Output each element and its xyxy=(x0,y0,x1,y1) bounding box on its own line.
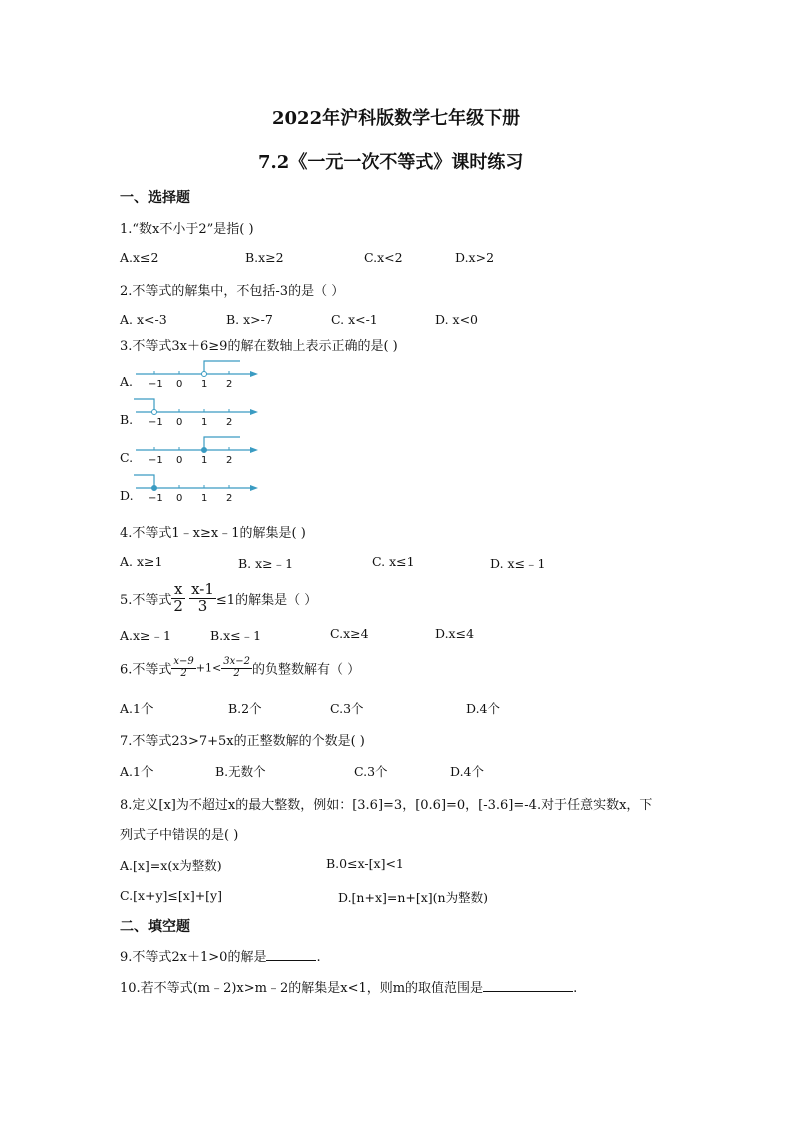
q3a-tick-label: −1 xyxy=(148,379,163,390)
q3c-tick-label: 1 xyxy=(201,455,208,466)
q6-frac2-num: 3x−2 xyxy=(223,656,250,667)
q1-option-a: A.x≤2 xyxy=(120,250,159,265)
q5-option-b: B.x≤﹣1 xyxy=(210,628,262,643)
q6-fraction-2 xyxy=(221,657,252,679)
q3c-tick-label: 2 xyxy=(226,455,233,466)
q5-suffix: ≤1的解集是（ ） xyxy=(215,592,318,608)
q7-option-a: A.1个 xyxy=(120,764,154,779)
q1-option-d: D.x>2 xyxy=(455,250,495,265)
q6-frac1-num: x−9 xyxy=(173,656,194,667)
q10-prefix: 10.若不等式(m﹣2)x>m﹣2的解集是x<1，则m的取值范围是 xyxy=(120,981,484,996)
q9-suffix: . xyxy=(316,950,321,965)
question-4: 4.不等式1﹣x≥x﹣1的解集是( ) xyxy=(120,526,306,541)
question-9 xyxy=(120,946,321,965)
q6-option-b: B.2个 xyxy=(228,701,262,716)
q3-option-c: C. xyxy=(120,450,134,465)
q6-middle: +1< xyxy=(195,661,222,675)
q2-option-b: B. x>-7 xyxy=(226,312,273,327)
q5-prefix: 5.不等式 xyxy=(120,592,172,608)
q5-frac1-num: x xyxy=(171,582,185,599)
question-2: 2.不等式的解集中，不包括-3的是（ ） xyxy=(120,284,345,299)
q4-option-d: D. x≤﹣1 xyxy=(490,556,546,571)
q3b-tick-label: 2 xyxy=(226,417,233,428)
page-subtitle: 7.2《一元一次不等式》课时练习 xyxy=(258,152,524,173)
q6-prefix: 6.不等式 xyxy=(120,662,172,678)
q3c-tick-label: 0 xyxy=(176,455,183,466)
q5-frac2-den: 3 xyxy=(197,596,208,615)
q3-option-a: A. xyxy=(120,374,134,389)
q3a-tick-label: 0 xyxy=(176,379,183,390)
q10-answer-blank[interactable] xyxy=(483,978,573,992)
q6-fraction-1 xyxy=(171,657,195,679)
q9-answer-blank[interactable] xyxy=(266,947,316,961)
q3b-tick-label: 0 xyxy=(176,417,183,428)
q6-option-d: D.4个 xyxy=(466,701,501,716)
section-heading-fill: 二、填空题 xyxy=(120,919,190,935)
q4-option-b: B. x≥﹣1 xyxy=(238,556,294,571)
q3d-tick-label: 0 xyxy=(176,493,183,504)
section-heading-choice: 一、选择题 xyxy=(120,190,190,206)
q3-option-d: D. xyxy=(120,488,134,503)
q3b-tick-label: −1 xyxy=(148,417,163,428)
q6-frac1-den: 2 xyxy=(180,667,187,679)
q8-option-a: A.[x]=x(x为整数) xyxy=(120,858,222,873)
q6-option-c: C.3个 xyxy=(330,701,364,716)
q5-option-a: A.x≥﹣1 xyxy=(120,628,171,643)
question-10 xyxy=(120,977,577,996)
q1-option-b: B.x≥2 xyxy=(245,250,284,265)
q3-number-line-d xyxy=(134,472,264,504)
q2-option-d: D. x<0 xyxy=(435,312,478,327)
question-8-line-2: 列式子中错误的是( ) xyxy=(120,828,239,843)
q6-option-a: A.1个 xyxy=(120,701,154,716)
q3-option-b: B. xyxy=(120,412,134,427)
q3-number-line-c xyxy=(134,434,264,466)
q5-frac2-num: x-1 xyxy=(191,580,214,598)
q4-option-a: A. x≥1 xyxy=(120,554,163,569)
q3d-tick-label: −1 xyxy=(148,493,163,504)
question-6 xyxy=(120,657,360,679)
q6-suffix: 的负整数解有（ ） xyxy=(251,662,361,678)
q7-option-c: C.3个 xyxy=(354,764,388,779)
q5-option-d: D.x≤4 xyxy=(435,626,475,641)
q6-frac2-den: 2 xyxy=(233,667,240,679)
q5-frac1-den: 2 xyxy=(173,596,183,615)
q3-number-line-b xyxy=(134,396,264,428)
q3c-tick-label: −1 xyxy=(148,455,163,466)
q9-prefix: 9.不等式2x＋1>0的解是 xyxy=(120,950,267,965)
q8-option-d: D.[n+x]=n+[x](n为整数) xyxy=(338,890,488,905)
question-5 xyxy=(120,582,317,615)
q5-fraction-2 xyxy=(189,582,216,615)
q8-option-c: C.[x+y]≤[x]+[y] xyxy=(120,888,222,903)
q1-option-c: C.x<2 xyxy=(364,250,403,265)
q3d-tick-label: 2 xyxy=(226,493,233,504)
q2-option-c: C. x<-1 xyxy=(331,312,378,327)
q4-option-c: C. x≤1 xyxy=(372,554,415,569)
q2-option-a: A. x<-3 xyxy=(120,312,167,327)
q3b-tick-label: 1 xyxy=(201,417,208,428)
q5-fraction-1 xyxy=(171,582,185,615)
q3d-tick-label: 1 xyxy=(201,493,208,504)
q3a-tick-label: 1 xyxy=(201,379,208,390)
q8-option-b: B.0≤x-[x]<1 xyxy=(326,856,404,871)
q7-option-d: D.4个 xyxy=(450,764,485,779)
q5-option-c: C.x≥4 xyxy=(330,626,369,641)
question-7: 7.不等式23>7+5x的正整数解的个数是( ) xyxy=(120,734,365,749)
question-8-line-1: 8.定义[x]为不超过x的最大整数，例如：[3.6]=3，[0.6]=0，[-3.6]=-4.对于任意实数x，下 xyxy=(120,798,653,813)
question-3: 3.不等式3x＋6≥9的解在数轴上表示正确的是( ) xyxy=(120,339,398,354)
page-title: 2022年沪科版数学七年级下册 xyxy=(272,108,521,129)
q3a-tick-label: 2 xyxy=(226,379,233,390)
q3-number-line-a xyxy=(134,358,264,390)
q7-option-b: B.无数个 xyxy=(215,764,266,779)
question-1: 1.“数x不小于2”是指( ) xyxy=(120,222,254,237)
q10-suffix: . xyxy=(573,981,578,996)
